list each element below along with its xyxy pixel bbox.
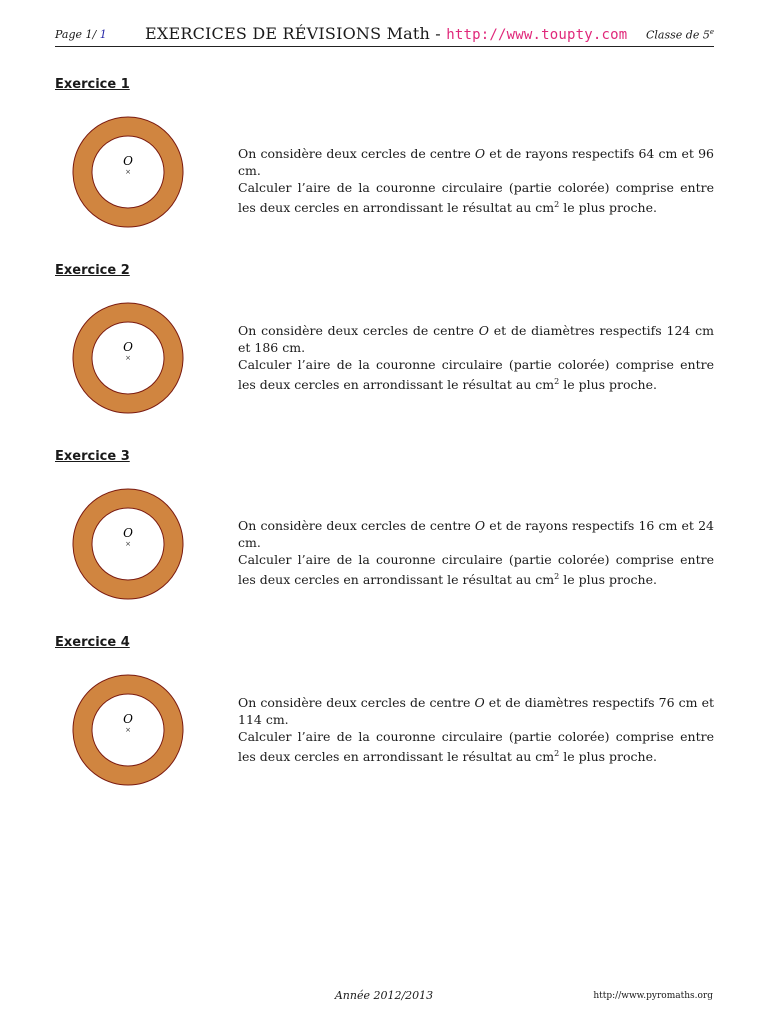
exercise-1-annulus-figure [72, 116, 184, 228]
center-point-mark: × [125, 168, 131, 176]
exercise-2-title: Exercice 2 [55, 263, 130, 278]
exercise-1-title: Exercice 1 [55, 77, 130, 92]
exercise-4-title: Exercice 4 [55, 635, 130, 650]
exercise-2-annulus-figure [72, 302, 184, 414]
footer-pyromaths-link[interactable]: http://www.pyromaths.org [593, 991, 713, 1001]
center-o-label: O [123, 712, 133, 726]
page-header [55, 22, 714, 47]
center-o-label: O [123, 340, 133, 354]
exercise-1-statement: On considère deux cercles de centre O et de rayons respectifs 64 cm et 96 cm. Calculer l’aire de la couronne circulaire (partie colorée) comprise entre les deux cercles en arrondissant le résultat au $cm^2$ le plus proche. [238, 146, 714, 216]
center-o-label: O [123, 154, 133, 168]
center-point-mark: × [125, 540, 131, 548]
exercise-4-statement: On considère deux cercles de centre O et de diamètres respectifs 76 cm et 114 cm. Calculer l’aire de la couronne circulaire (partie colorée) comprise entre les deux cercles en arrondissant le résultat au $cm^2$ le plus proche. [238, 695, 715, 765]
class-level: Classe de 5e [646, 28, 714, 42]
exercise-4-annulus-figure [72, 674, 184, 786]
exercise-2-statement: On considère deux cercles de centre O et de diamètres respectifs 124 cm et 186 cm. Calculer l’aire de la couronne circulaire (partie colorée) comprise entre les deux cercles en arrondissant le résultat au $cm^2$ le plus proche. [238, 323, 714, 393]
center-point-mark: × [125, 354, 131, 362]
center-o-label: O [123, 526, 133, 540]
document-title: EXERCICES DE RÉVISIONS Math - http://www.toupty.com [145, 24, 628, 43]
toupty-link[interactable]: http://www.toupty.com [446, 27, 628, 43]
center-point-mark: × [125, 726, 131, 734]
page-number: Page 1/ 1 [55, 28, 107, 41]
exercise-3-title: Exercice 3 [55, 449, 130, 464]
exercise-3-annulus-figure [72, 488, 184, 600]
footer-year: Année 2012/2013 [334, 989, 434, 1002]
exercise-3-statement: On considère deux cercles de centre O et de rayons respectifs 16 cm et 24 cm. Calculer l’aire de la couronne circulaire (partie colorée) comprise entre les deux cercles en arrondissant le résultat au $cm^2$ le plus proche. [238, 518, 714, 588]
page-total-link[interactable]: 1 [99, 28, 107, 41]
